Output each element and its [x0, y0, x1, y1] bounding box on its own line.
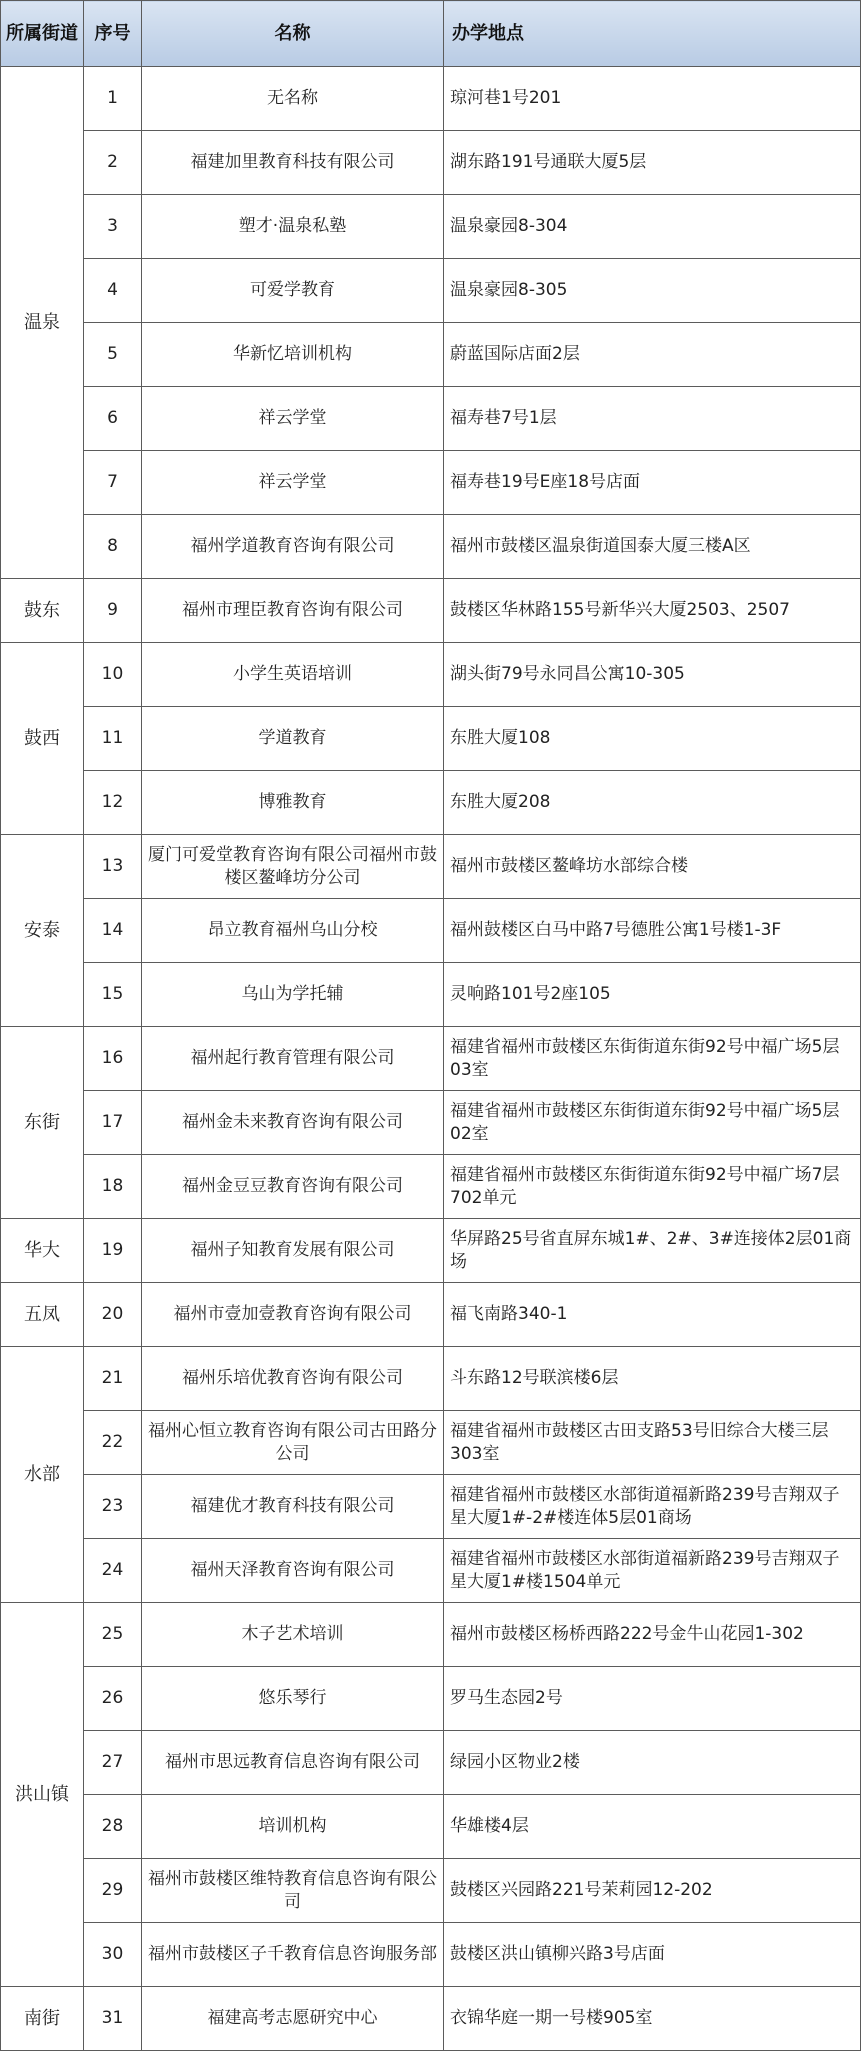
name-cell: 福州心恒立教育咨询有限公司古田路分公司	[142, 1411, 444, 1475]
street-cell: 水部	[1, 1347, 84, 1603]
no-cell: 16	[84, 1027, 142, 1091]
name-cell: 福州学道教育咨询有限公司	[142, 515, 444, 579]
table-row	[1, 1283, 861, 1347]
address-cell: 蔚蓝国际店面2层	[444, 323, 861, 387]
no-cell: 21	[84, 1347, 142, 1411]
table-row	[1, 515, 861, 579]
address-cell: 绿园小区物业2楼	[444, 1731, 861, 1795]
table-row	[1, 771, 861, 835]
address-cell: 华雄楼4层	[444, 1795, 861, 1859]
name-cell: 华新忆培训机构	[142, 323, 444, 387]
address-cell: 福寿巷19号E座18号店面	[444, 451, 861, 515]
name-cell: 塑才·温泉私塾	[142, 195, 444, 259]
table-row	[1, 1923, 861, 1987]
table-row	[1, 1091, 861, 1155]
address-cell: 华屏路25号省直屏东城1#、2#、3#连接体2层01商场	[444, 1219, 861, 1283]
table-row	[1, 195, 861, 259]
header-address: 办学地点	[444, 1, 861, 67]
no-cell: 11	[84, 707, 142, 771]
no-cell: 29	[84, 1859, 142, 1923]
table-row	[1, 1667, 861, 1731]
no-cell: 31	[84, 1987, 142, 2051]
address-cell: 福建省福州市鼓楼区东街街道东街92号中福广场5层03室	[444, 1027, 861, 1091]
name-cell: 小学生英语培训	[142, 643, 444, 707]
name-cell: 福州市理臣教育咨询有限公司	[142, 579, 444, 643]
no-cell: 26	[84, 1667, 142, 1731]
table-row	[1, 451, 861, 515]
header-street: 所属街道	[1, 1, 84, 67]
name-cell: 福州起行教育管理有限公司	[142, 1027, 444, 1091]
address-cell: 福飞南路340-1	[444, 1283, 861, 1347]
address-cell: 福建省福州市鼓楼区东街街道东街92号中福广场5层02室	[444, 1091, 861, 1155]
street-cell: 华大	[1, 1219, 84, 1283]
street-cell: 洪山镇	[1, 1603, 84, 1987]
table-row	[1, 1859, 861, 1923]
no-cell: 23	[84, 1475, 142, 1539]
name-cell: 福州市鼓楼区子千教育信息咨询服务部	[142, 1923, 444, 1987]
address-cell: 鼓楼区华林路155号新华兴大厦2503、2507	[444, 579, 861, 643]
no-cell: 7	[84, 451, 142, 515]
address-cell: 福州市鼓楼区鳌峰坊水部综合楼	[444, 835, 861, 899]
name-cell: 福州市鼓楼区维特教育信息咨询有限公司	[142, 1859, 444, 1923]
table-row	[1, 1411, 861, 1475]
no-cell: 18	[84, 1155, 142, 1219]
street-cell: 东街	[1, 1027, 84, 1219]
name-cell: 乌山为学托辅	[142, 963, 444, 1027]
address-cell: 福建省福州市鼓楼区水部街道福新路239号吉翔双子星大厦1#-2#楼连体5层01商场	[444, 1475, 861, 1539]
table-row	[1, 1987, 861, 2051]
table-row	[1, 707, 861, 771]
address-cell: 罗马生态园2号	[444, 1667, 861, 1731]
no-cell: 15	[84, 963, 142, 1027]
table-row	[1, 1731, 861, 1795]
name-cell: 福州金豆豆教育咨询有限公司	[142, 1155, 444, 1219]
table-row	[1, 67, 861, 131]
address-cell: 温泉豪园8-305	[444, 259, 861, 323]
name-cell: 福州金未来教育咨询有限公司	[142, 1091, 444, 1155]
name-cell: 木子艺术培训	[142, 1603, 444, 1667]
name-cell: 无名称	[142, 67, 444, 131]
no-cell: 25	[84, 1603, 142, 1667]
name-cell: 福州市壹加壹教育咨询有限公司	[142, 1283, 444, 1347]
address-cell: 鼓楼区洪山镇柳兴路3号店面	[444, 1923, 861, 1987]
table-row	[1, 1603, 861, 1667]
no-cell: 9	[84, 579, 142, 643]
table-row	[1, 1219, 861, 1283]
address-cell: 福建省福州市鼓楼区水部街道福新路239号吉翔双子星大厦1#楼1504单元	[444, 1539, 861, 1603]
address-cell: 福寿巷7号1层	[444, 387, 861, 451]
table-row	[1, 1155, 861, 1219]
no-cell: 13	[84, 835, 142, 899]
street-cell: 南街	[1, 1987, 84, 2051]
address-cell: 福州鼓楼区白马中路7号德胜公寓1号楼1-3F	[444, 899, 861, 963]
address-cell: 福建省福州市鼓楼区古田支路53号旧综合大楼三层303室	[444, 1411, 861, 1475]
name-cell: 福建优才教育科技有限公司	[142, 1475, 444, 1539]
no-cell: 6	[84, 387, 142, 451]
name-cell: 学道教育	[142, 707, 444, 771]
street-cell: 安泰	[1, 835, 84, 1027]
table-row	[1, 323, 861, 387]
no-cell: 5	[84, 323, 142, 387]
no-cell: 20	[84, 1283, 142, 1347]
no-cell: 14	[84, 899, 142, 963]
street-cell: 温泉	[1, 67, 84, 579]
name-cell: 福州乐培优教育咨询有限公司	[142, 1347, 444, 1411]
address-cell: 鼓楼区兴园路221号茉莉园12-202	[444, 1859, 861, 1923]
header-no: 序号	[84, 1, 142, 67]
no-cell: 8	[84, 515, 142, 579]
no-cell: 22	[84, 1411, 142, 1475]
table-row	[1, 1347, 861, 1411]
table-row	[1, 579, 861, 643]
name-cell: 福建高考志愿研究中心	[142, 1987, 444, 2051]
no-cell: 28	[84, 1795, 142, 1859]
address-cell: 斗东路12号联滨楼6层	[444, 1347, 861, 1411]
no-cell: 1	[84, 67, 142, 131]
address-cell: 温泉豪园8-304	[444, 195, 861, 259]
table-row	[1, 1795, 861, 1859]
name-cell: 厦门可爱堂教育咨询有限公司福州市鼓楼区鳌峰坊分公司	[142, 835, 444, 899]
no-cell: 19	[84, 1219, 142, 1283]
address-cell: 衣锦华庭一期一号楼905室	[444, 1987, 861, 2051]
no-cell: 2	[84, 131, 142, 195]
address-cell: 福州市鼓楼区温泉街道国泰大厦三楼A区	[444, 515, 861, 579]
table-row	[1, 963, 861, 1027]
no-cell: 3	[84, 195, 142, 259]
table-row	[1, 387, 861, 451]
no-cell: 4	[84, 259, 142, 323]
table-row	[1, 131, 861, 195]
name-cell: 培训机构	[142, 1795, 444, 1859]
table-body	[1, 67, 861, 2051]
name-cell: 福州市思远教育信息咨询有限公司	[142, 1731, 444, 1795]
no-cell: 30	[84, 1923, 142, 1987]
no-cell: 10	[84, 643, 142, 707]
table-row	[1, 643, 861, 707]
address-cell: 湖东路191号通联大厦5层	[444, 131, 861, 195]
name-cell: 福州子知教育发展有限公司	[142, 1219, 444, 1283]
address-cell: 福州市鼓楼区杨桥西路222号金牛山花园1-302	[444, 1603, 861, 1667]
street-cell: 五凤	[1, 1283, 84, 1347]
address-cell: 湖头街79号永同昌公寓10-305	[444, 643, 861, 707]
header-name: 名称	[142, 1, 444, 67]
name-cell: 福州天泽教育咨询有限公司	[142, 1539, 444, 1603]
name-cell: 昂立教育福州乌山分校	[142, 899, 444, 963]
address-cell: 灵响路101号2座105	[444, 963, 861, 1027]
name-cell: 博雅教育	[142, 771, 444, 835]
table-row	[1, 1475, 861, 1539]
no-cell: 27	[84, 1731, 142, 1795]
name-cell: 悠乐琴行	[142, 1667, 444, 1731]
table-row	[1, 259, 861, 323]
header-row	[1, 1, 861, 67]
name-cell: 福建加里教育科技有限公司	[142, 131, 444, 195]
no-cell: 17	[84, 1091, 142, 1155]
table-row	[1, 1027, 861, 1091]
street-cell: 鼓西	[1, 643, 84, 835]
name-cell: 祥云学堂	[142, 387, 444, 451]
no-cell: 12	[84, 771, 142, 835]
name-cell: 祥云学堂	[142, 451, 444, 515]
address-cell: 琼河巷1号201	[444, 67, 861, 131]
no-cell: 24	[84, 1539, 142, 1603]
address-cell: 东胜大厦108	[444, 707, 861, 771]
table-row	[1, 835, 861, 899]
table-row	[1, 1539, 861, 1603]
address-cell: 东胜大厦208	[444, 771, 861, 835]
address-cell: 福建省福州市鼓楼区东街街道东街92号中福广场7层702单元	[444, 1155, 861, 1219]
street-cell: 鼓东	[1, 579, 84, 643]
table-row	[1, 899, 861, 963]
name-cell: 可爱学教育	[142, 259, 444, 323]
